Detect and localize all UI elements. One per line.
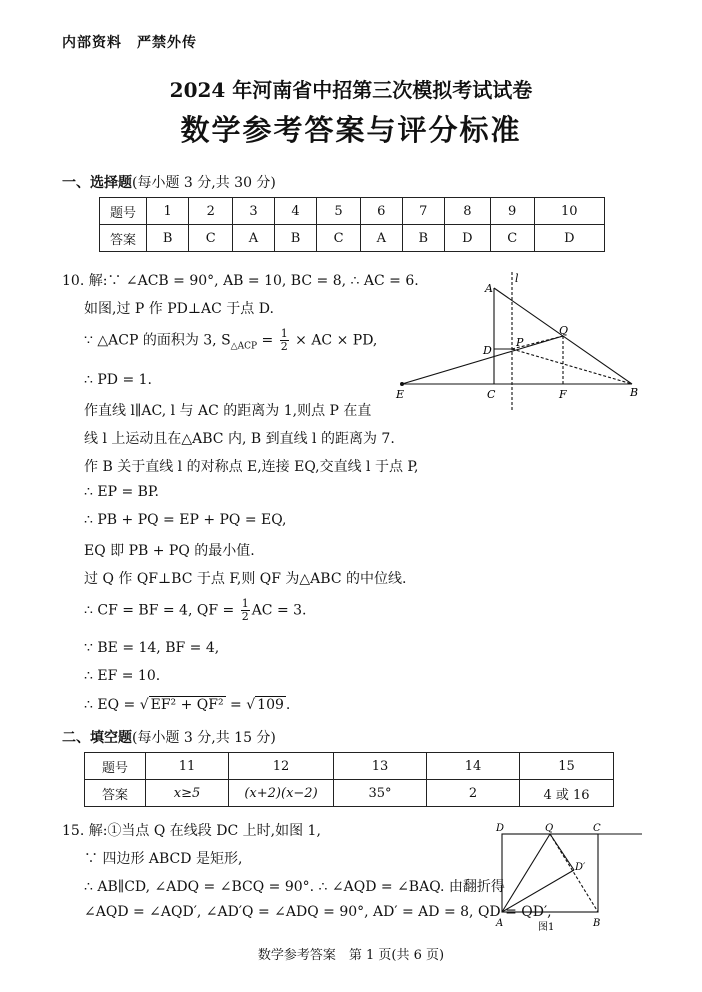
row-label: 题号	[85, 753, 146, 780]
segment-ad-prime	[502, 870, 574, 912]
label-b: B	[593, 918, 601, 929]
exam-title: 2024 年河南省中招第三次模拟考试试卷	[169, 78, 533, 102]
label-d: D	[496, 823, 505, 834]
fill-answer-table	[84, 752, 614, 807]
table-cell: B	[274, 225, 316, 252]
table-cell: 2	[427, 780, 520, 807]
page-footer: 数学参考答案 第 1 页(共 6 页)	[257, 948, 445, 963]
confidential-label: 内部资料 严禁外传	[62, 35, 197, 51]
table-cell: 13	[334, 753, 427, 780]
table-cell: 3	[233, 198, 275, 225]
q10-line-11: 过 Q 作 QF⊥BC 于点 F,则 QF 为△ABC 的中位线.	[84, 571, 407, 587]
segment-aq	[502, 834, 550, 912]
table-cell: 35°	[334, 780, 427, 807]
table-cell: 5	[317, 198, 361, 225]
segment-pb	[512, 349, 632, 384]
label-c: C	[487, 388, 496, 401]
table-row	[85, 753, 614, 780]
label-d-prime: D′	[575, 862, 586, 873]
table-cell: x≥5	[146, 780, 229, 807]
label-q: Q	[545, 823, 554, 834]
table-cell: C	[189, 225, 233, 252]
table-cell: A	[233, 225, 275, 252]
table-cell: 11	[146, 753, 229, 780]
row-label: 题号	[100, 198, 147, 225]
label-a: A	[485, 282, 493, 295]
table-cell: 2	[189, 198, 233, 225]
table-cell: 8	[444, 198, 490, 225]
table-cell: 6	[361, 198, 403, 225]
table-cell: B	[147, 225, 189, 252]
q10-line-12: ∴ CF = BF = 4, QF = $\frac{1}{2}$ AC = 3.	[84, 597, 307, 623]
q10-line-5: 作直线 l∥AC, l 与 AC 的距离为 1,则点 P 在直	[84, 403, 372, 419]
row-label: 答案	[85, 780, 146, 807]
table-cell: 12	[229, 753, 334, 780]
table-cell: 7	[402, 198, 444, 225]
q15-geometry-figure	[492, 818, 646, 938]
q10-line-13: ∵ BE = 14, BF = 4,	[84, 640, 220, 656]
label-l: l	[515, 272, 519, 285]
q10-line-9: ∴ PB + PQ = EP + PQ = EQ,	[84, 512, 287, 528]
table-cell: 4	[274, 198, 316, 225]
section2-heading: 二、填空题(每小题 3 分,共 15 分)	[62, 730, 276, 746]
label-f: F	[559, 388, 567, 401]
label-d: D	[483, 344, 492, 357]
table-cell: C	[317, 225, 361, 252]
q10-line-6: 线 l 上运动且在△ABC 内, B 到直线 l 的距离为 7.	[84, 431, 395, 447]
q10-line-14: ∴ EF = 10.	[84, 668, 161, 684]
label-a: A	[496, 918, 504, 929]
label-e: E	[396, 388, 405, 401]
q10-line-2: 如图,过 P 作 PD⊥AC 于点 D.	[84, 301, 274, 317]
table-cell: 1	[147, 198, 189, 225]
table-cell: 15	[520, 753, 614, 780]
table-cell: 4 或 16	[520, 780, 614, 807]
label-b: B	[630, 386, 639, 399]
q10-line-15: ∴ EQ = √ EF² + QF² = √ 109 .	[84, 697, 291, 713]
document-title: 数学参考答案与评分标准	[180, 113, 522, 147]
q10-line-8: ∴ EP = BP.	[84, 484, 159, 500]
q10-line-3: ∵ △ACP 的面积为 3, $S_{\triangle ACP}$ = $\frac{1}{2}$ × AC × PD,	[84, 327, 378, 353]
table-cell: 14	[427, 753, 520, 780]
label-c: C	[593, 823, 601, 834]
label-q: Q	[559, 324, 569, 337]
table-cell: 10	[534, 198, 604, 225]
label-p: P	[516, 336, 524, 349]
table-row	[100, 198, 605, 225]
point-e	[400, 382, 404, 386]
table-cell: 9	[490, 198, 534, 225]
q10-line-10: EQ 即 PB + PQ 的最小值.	[84, 543, 255, 559]
table-cell: D	[444, 225, 490, 252]
table-cell: B	[402, 225, 444, 252]
q15-line-2: ∵ 四边形 ABCD 是矩形,	[84, 851, 243, 867]
q15-line-1: 15. 解:①当点 Q 在线段 DC 上时,如图 1,	[62, 823, 321, 839]
rectangle-abcd	[502, 834, 598, 912]
table-cell: D	[534, 225, 604, 252]
q10-line-4: ∴ PD = 1.	[84, 372, 152, 388]
table-cell: C	[490, 225, 534, 252]
table-row	[100, 225, 605, 252]
q10-line-1: 10. 解:∵ ∠ACB = 90°, AB = 10, BC = 8, ∴ AC = 6.	[62, 273, 419, 289]
section1-heading: 一、选择题(每小题 3 分,共 30 分)	[62, 175, 276, 191]
row-label: 答案	[100, 225, 147, 252]
q10-geometry-figure	[392, 268, 652, 416]
q15-line-4: ∠AQD = ∠AQD′, ∠AD′Q = ∠ADQ = 90°, AD′ = AD = 8, QD = QD′,	[84, 904, 552, 920]
table-cell: (x+2)(x−2)	[229, 780, 334, 807]
figure-caption: 图1	[538, 922, 555, 933]
q10-line-7: 作 B 关于直线 l 的对称点 E,连接 EQ,交直线 l 于点 P,	[84, 459, 419, 475]
table-cell: A	[361, 225, 403, 252]
q15-line-3: ∴ AB∥CD, ∠ADQ = ∠BCQ = 90°. ∴ ∠AQD = ∠BAQ. 由翻折得	[84, 879, 505, 895]
choice-answer-table	[99, 197, 605, 252]
table-row	[85, 780, 614, 807]
